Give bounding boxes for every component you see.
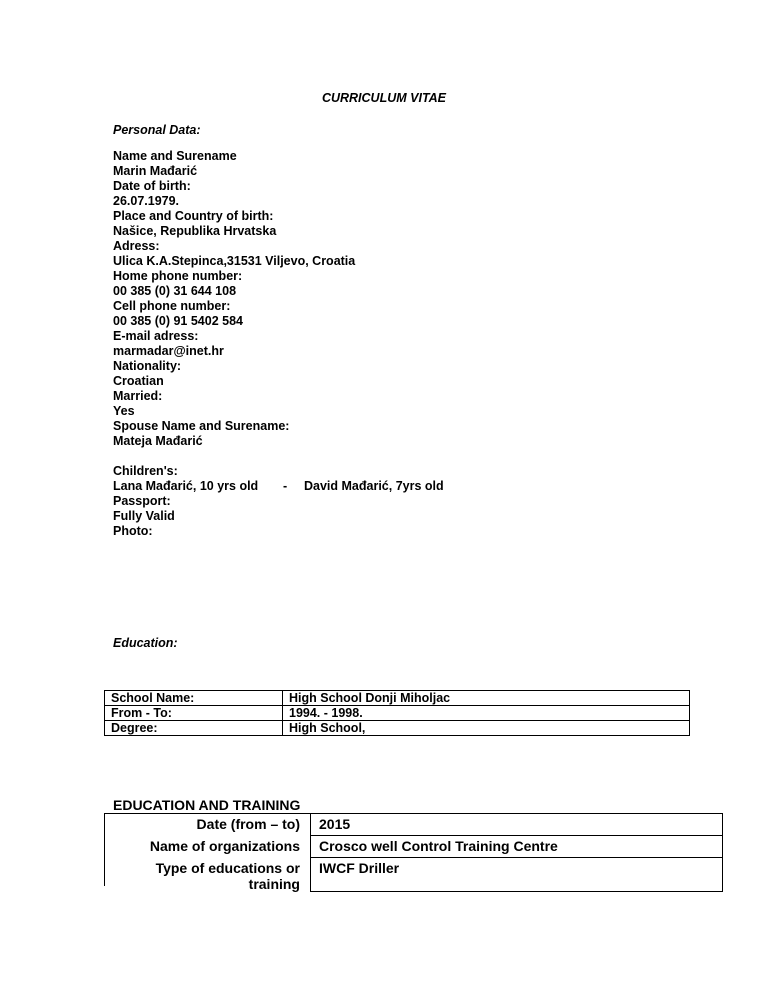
training-heading: EDUCATION AND TRAINING — [113, 797, 301, 813]
personal-line: Yes — [113, 404, 135, 418]
personal-line: Našice, Republika Hrvatska — [113, 224, 277, 238]
table-cell-value: 1994. - 1998. — [283, 706, 690, 721]
personal-line: Ulica K.A.Stepinca,31531 Viljevo, Croatia — [113, 254, 356, 268]
table-cell-value: High School Donji Miholjac — [283, 691, 690, 706]
education-table — [104, 690, 690, 736]
personal-line: Croatian — [113, 374, 164, 388]
table-cell-value: Crosco well Control Training Centre — [311, 836, 723, 858]
personal-line: 26.07.1979. — [113, 194, 180, 208]
passport-value: Fully Valid — [113, 509, 175, 523]
table-row — [105, 721, 690, 736]
personal-line: Mateja Mađarić — [113, 434, 203, 448]
personal-line: Adress: — [113, 239, 160, 253]
personal-line: Place and Country of birth: — [113, 209, 274, 223]
table-cell-label: School Name: — [105, 691, 283, 706]
table-row — [104, 814, 723, 836]
child-2: David Mađarić, 7yrs old — [304, 479, 444, 493]
table-cell-label: Degree: — [105, 721, 283, 736]
personal-line: Spouse Name and Surename: — [113, 419, 290, 433]
personal-line: Married: — [113, 389, 163, 403]
table-cell-value: High School, — [283, 721, 690, 736]
table-row — [105, 691, 690, 706]
education-heading: Education: — [113, 636, 178, 650]
training-table — [104, 813, 723, 892]
children-line — [113, 479, 444, 494]
personal-line: Home phone number: — [113, 269, 243, 283]
table-row — [104, 858, 723, 892]
photo-label: Photo: — [113, 524, 153, 538]
child-separator: - — [283, 479, 288, 493]
personal-line: 00 385 (0) 91 5402 584 — [113, 314, 243, 328]
table-cell-label: Date (from – to) — [196, 815, 300, 832]
children-label: Children's: — [113, 464, 178, 478]
personal-line: 00 385 (0) 31 644 108 — [113, 284, 237, 298]
personal-line: Marin Mađarić — [113, 164, 198, 178]
personal-line: Cell phone number: — [113, 299, 231, 313]
document-title: CURRICULUM VITAE — [321, 91, 447, 105]
personal-line: Date of birth: — [113, 179, 191, 193]
table-cell-value: IWCF Driller — [311, 858, 723, 892]
personal-data-block — [113, 149, 444, 539]
personal-line: marmadar@inet.hr — [113, 344, 224, 358]
child-1: Lana Mađarić, 10 yrs old — [113, 479, 259, 493]
spacer — [113, 449, 444, 464]
personal-line: Name and Surename — [113, 149, 237, 163]
passport-label: Passport: — [113, 494, 171, 508]
table-cell-value: 2015 — [311, 814, 723, 836]
personal-line: E-mail adress: — [113, 329, 199, 343]
table-cell-label: From - To: — [105, 706, 283, 721]
table-row — [105, 706, 690, 721]
personal-line: Nationality: — [113, 359, 182, 373]
table-row — [104, 836, 723, 858]
table-cell-label: Type of educations or training — [155, 859, 300, 892]
table-cell-label: Name of organizations — [149, 837, 300, 854]
personal-data-heading: Personal Data: — [113, 123, 201, 137]
